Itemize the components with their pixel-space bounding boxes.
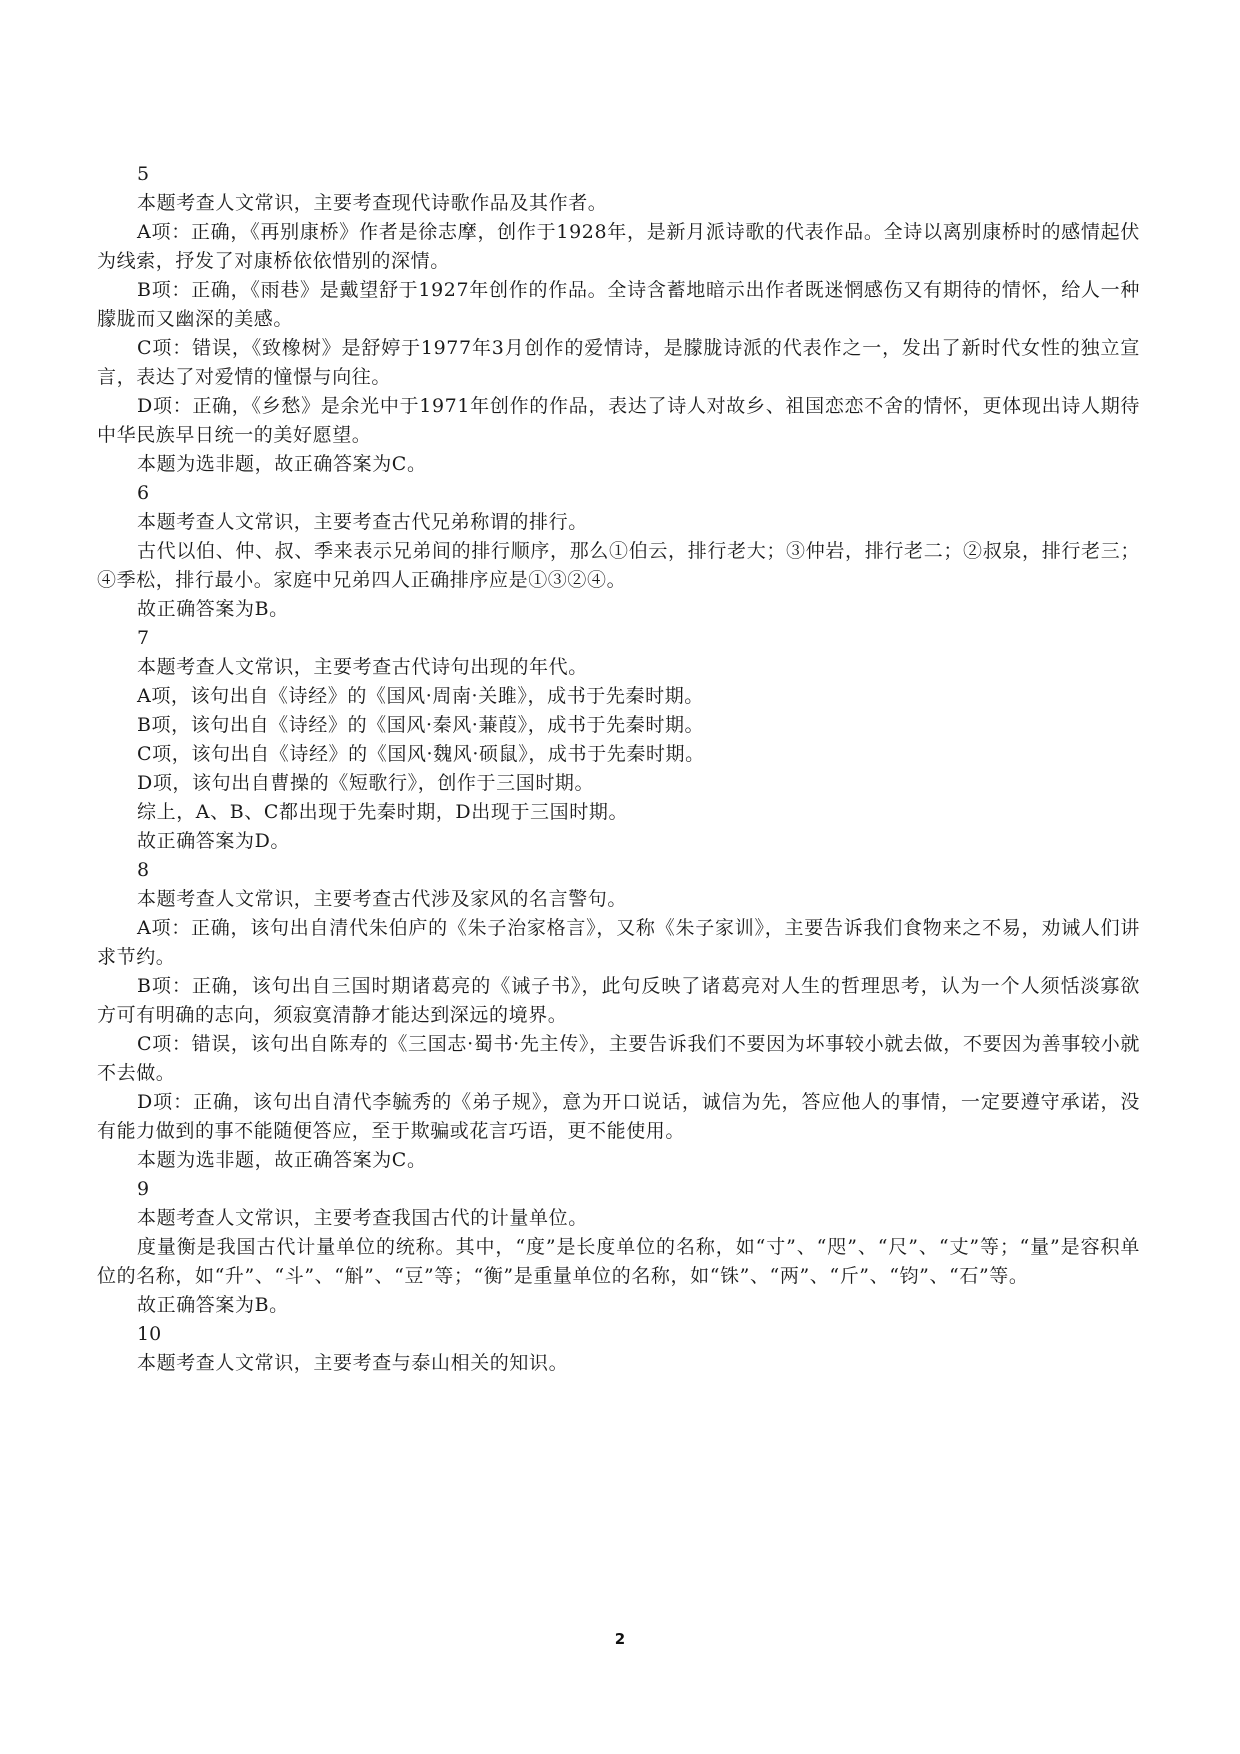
paragraph: 本题考查人文常识，主要考查古代涉及家风的名言警句。 xyxy=(137,888,628,910)
paragraph: 本题考查人文常识，主要考查我国古代的计量单位。 xyxy=(137,1207,588,1229)
option-d-analysis: D项，该句出自曹操的《短歌行》，创作于三国时期。 xyxy=(137,772,595,794)
answer-statement: 故正确答案为B。 xyxy=(137,598,289,620)
paragraph: 本题考查人文常识，主要考查古代诗句出现的年代。 xyxy=(137,656,588,678)
question-8-explanation xyxy=(97,856,1140,1175)
paragraph: 本题考查人文常识，主要考查现代诗歌作品及其作者。 xyxy=(137,192,608,214)
question-number: 9 xyxy=(137,1178,150,1200)
option-d-analysis: D项：正确，该句出自清代李毓秀的《弟子规》，意为开口说话，诚信为先，答应他人的事情，一定要遵守承诺，没有能力做到的事不能随便答应，至于欺骗或花言巧语，更不能使用。 xyxy=(97,1091,1140,1142)
question-number: 6 xyxy=(137,482,150,504)
question-number: 5 xyxy=(137,163,150,185)
question-number: 8 xyxy=(137,859,150,881)
question-5-explanation xyxy=(97,160,1140,479)
question-9-explanation xyxy=(97,1175,1140,1320)
question-6-explanation xyxy=(97,479,1140,624)
option-b-analysis: B项：正确，该句出自三国时期诸葛亮的《诫子书》，此句反映了诸葛亮对人生的哲理思考，认为一个人须恬淡寡欲方可有明确的志向，须寂寞清静才能达到深远的境界。 xyxy=(97,975,1140,1026)
option-a-analysis: A项，该句出自《诗经》的《国风·周南·关雎》，成书于先秦时期。 xyxy=(137,685,704,707)
paragraph: 古代以伯、仲、叔、季来表示兄弟间的排行顺序，那么①伯云，排行老大；③仲岩，排行老二；②叔泉，排行老三；④季松，排行最小。家庭中兄弟四人正确排序应是①③②④。 xyxy=(97,540,1140,591)
answer-statement: 本题为选非题，故正确答案为C。 xyxy=(137,453,427,475)
option-c-analysis: C项：错误，《致橡树》是舒婷于1977年3月创作的爱情诗，是朦胧诗派的代表作之一，发出了新时代女性的独立宣言，表达了对爱情的憧憬与向往。 xyxy=(97,337,1140,388)
answer-statement: 故正确答案为D。 xyxy=(137,830,291,852)
option-c-analysis: C项：错误，该句出自陈寿的《三国志·蜀书·先主传》，主要告诉我们不要因为坏事较小就去做，不要因为善事较小就不去做。 xyxy=(97,1033,1140,1084)
option-b-analysis: B项：正确，《雨巷》是戴望舒于1927年创作的作品。全诗含蓄地暗示出作者既迷惘感伤又有期待的情怀，给人一种朦胧而又幽深的美感。 xyxy=(97,279,1140,330)
paragraph: 本题考查人文常识，主要考查与泰山相关的知识。 xyxy=(137,1352,569,1374)
page-number: 2 xyxy=(614,1630,626,1648)
option-a-analysis: A项：正确，该句出自清代朱伯庐的《朱子治家格言》，又称《朱子家训》，主要告诉我们食物来之不易，劝诫人们讲求节约。 xyxy=(97,917,1140,968)
question-number: 10 xyxy=(137,1323,162,1345)
question-7-explanation xyxy=(97,624,1140,856)
paragraph: 本题考查人文常识，主要考查古代兄弟称谓的排行。 xyxy=(137,511,588,533)
question-10-explanation xyxy=(97,1320,1140,1378)
summary: 综上，A、B、C都出现于先秦时期，D出现于三国时期。 xyxy=(137,801,629,823)
document-body xyxy=(97,160,1140,1378)
question-number: 7 xyxy=(137,627,150,649)
option-d-analysis: D项：正确，《乡愁》是余光中于1971年创作的作品，表达了诗人对故乡、祖国恋恋不舍的情怀，更体现出诗人期待中华民族早日统一的美好愿望。 xyxy=(97,395,1140,446)
answer-statement: 故正确答案为B。 xyxy=(137,1294,289,1316)
paragraph: 度量衡是我国古代计量单位的统称。其中，“度”是长度单位的名称，如“寸”、“咫”、“尺”、“丈”等；“量”是容积单位的名称，如“升”、“斗”、“斛”、“豆”等；“衡”是重量单位的名称，如“铢”、“两”、“斤”、“钧”、“石”等。 xyxy=(97,1236,1140,1287)
option-c-analysis: C项，该句出自《诗经》的《国风·魏风·硕鼠》，成书于先秦时期。 xyxy=(137,743,705,765)
option-b-analysis: B项，该句出自《诗经》的《国风·秦风·蒹葭》，成书于先秦时期。 xyxy=(137,714,705,736)
answer-statement: 本题为选非题，故正确答案为C。 xyxy=(137,1149,427,1171)
option-a-analysis: A项：正确，《再别康桥》作者是徐志摩，创作于1928年，是新月派诗歌的代表作品。全诗以离别康桥时的感情起伏为线索，抒发了对康桥依依惜别的深情。 xyxy=(97,221,1140,272)
